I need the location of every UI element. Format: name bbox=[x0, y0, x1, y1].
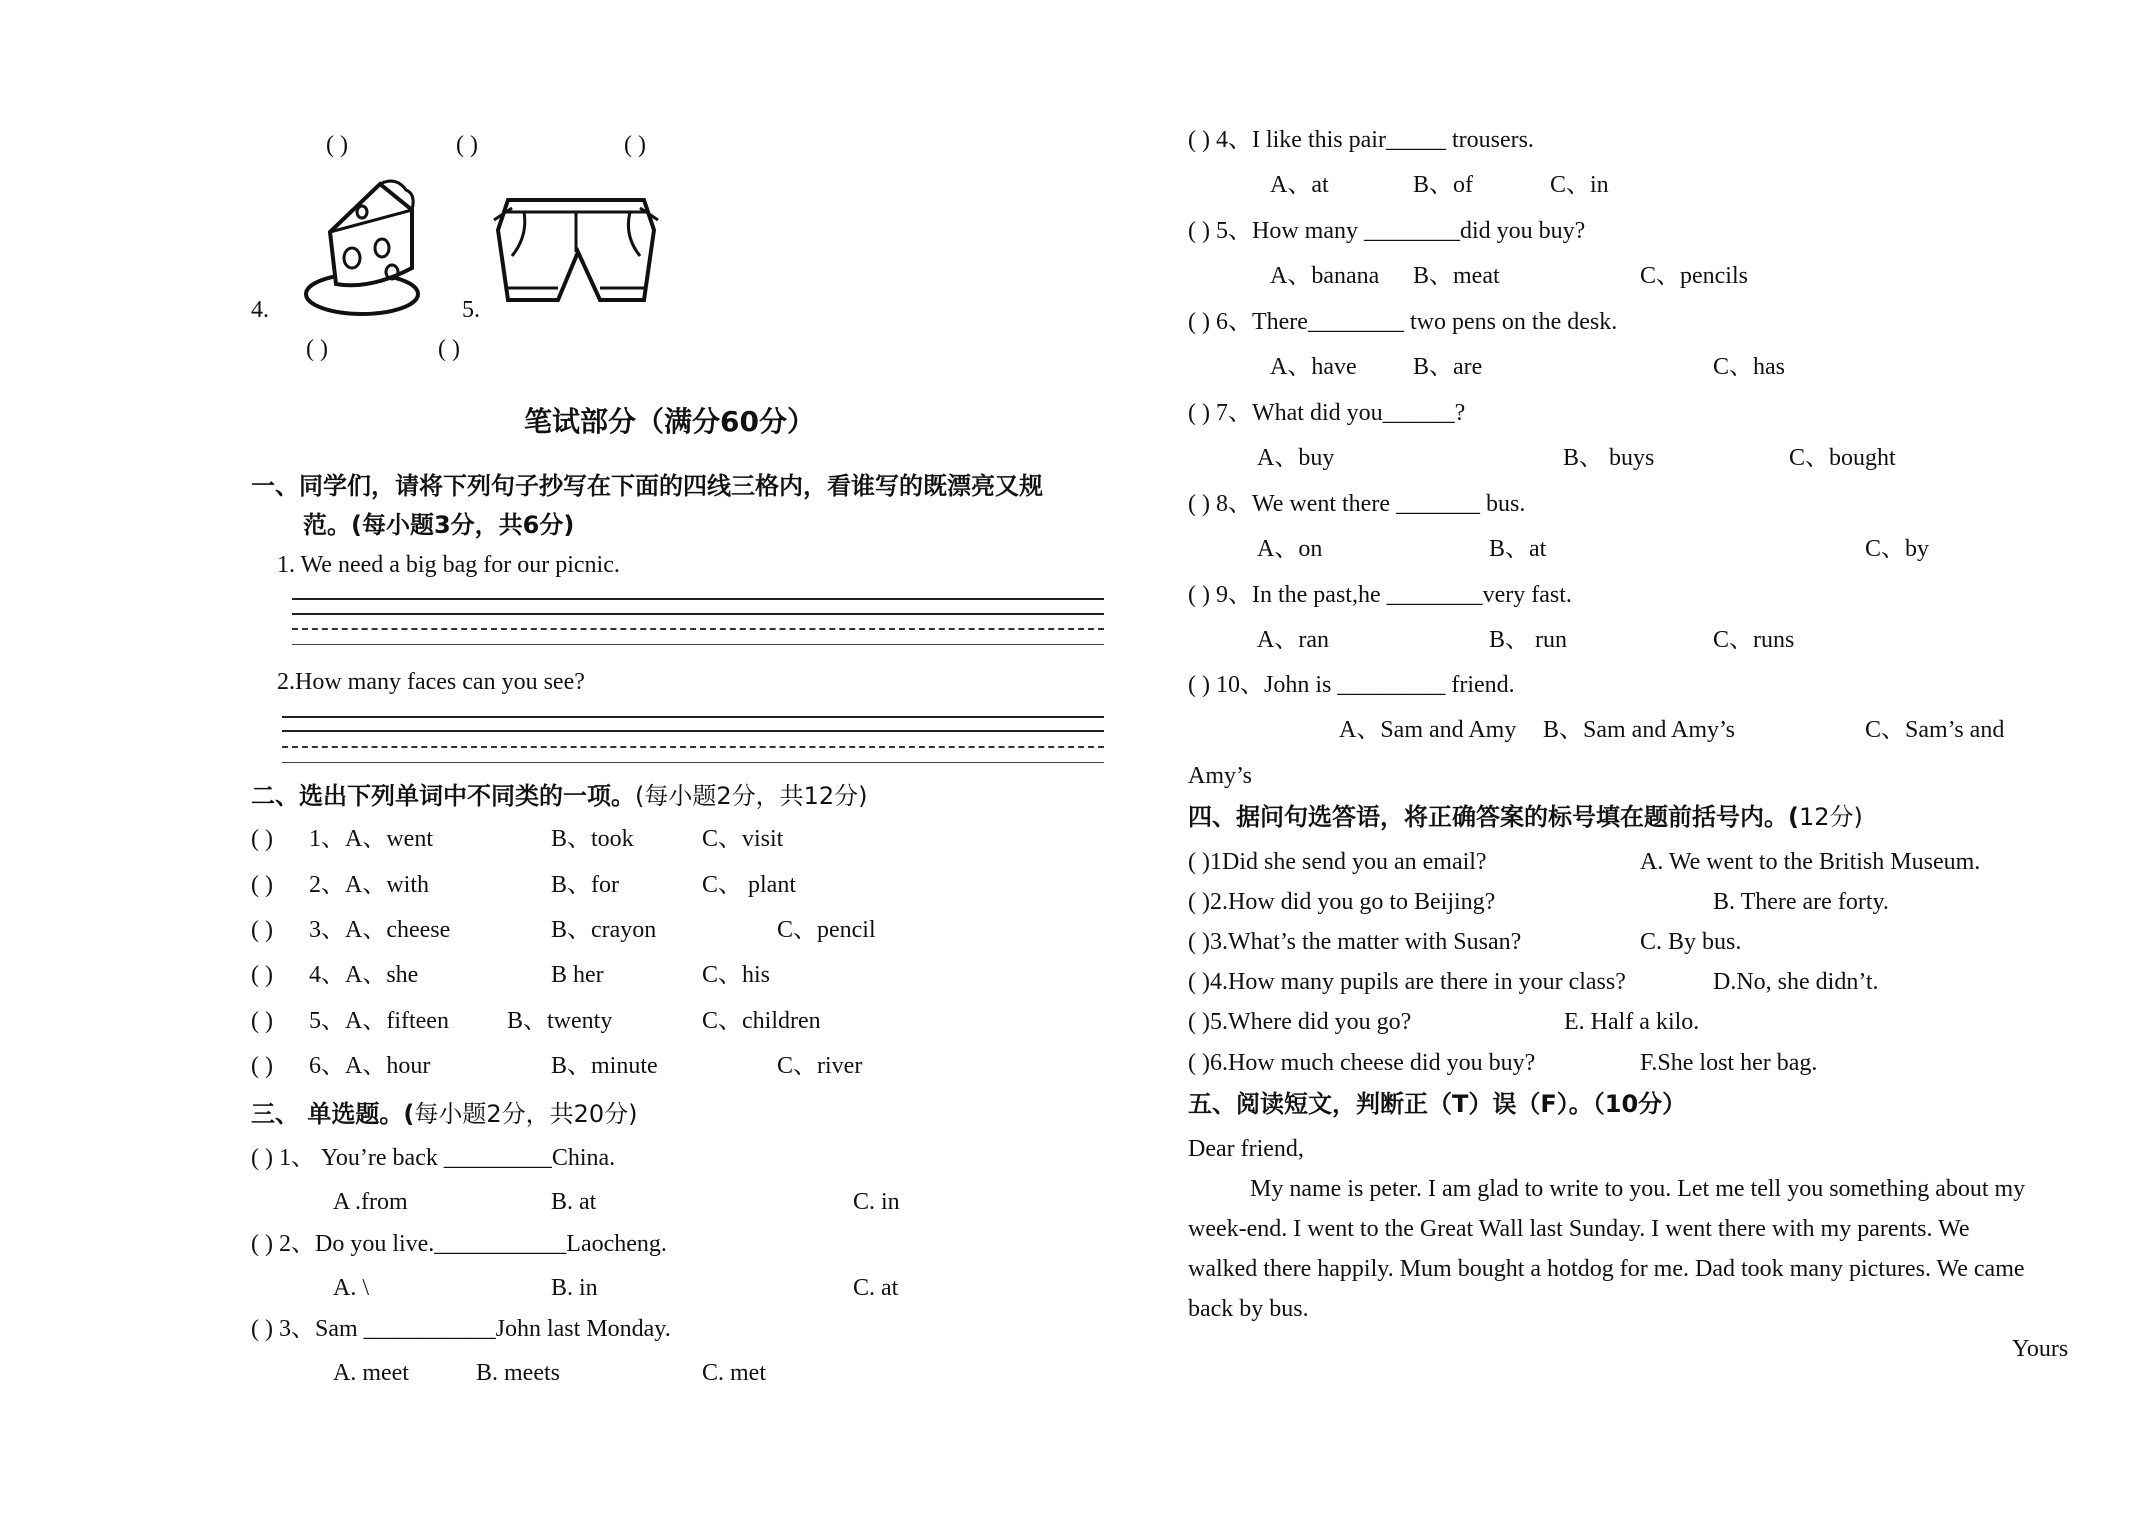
option-a: A、ran bbox=[1257, 627, 1329, 653]
option-a: A .from bbox=[333, 1189, 408, 1215]
option-c: C、pencils bbox=[1640, 263, 1748, 289]
letter-line: My name is peter. I am glad to write to you. Let me tell you something about my bbox=[1250, 1176, 2026, 1202]
option-a: A、have bbox=[1270, 354, 1357, 380]
matching-question: ( )3.What’s the matter with Susan? bbox=[1188, 929, 1522, 955]
question-text: 2、A、with bbox=[309, 872, 429, 898]
copy-sentence-2: 2.How many faces can you see? bbox=[277, 669, 585, 695]
option-c: C、 plant bbox=[702, 872, 796, 898]
letter-greeting: Dear friend, bbox=[1188, 1136, 1304, 1162]
answer-bracket[interactable]: ( ) bbox=[251, 1008, 273, 1034]
answer-bracket[interactable]: ( ) bbox=[251, 917, 273, 943]
part4-score: 12分) bbox=[1798, 803, 1863, 831]
option-b: B、of bbox=[1413, 172, 1473, 198]
option-c: C、by bbox=[1865, 536, 1930, 562]
shorts-icon bbox=[484, 190, 664, 308]
part4-heading bbox=[1188, 805, 1863, 829]
matching-answer: E. Half a kilo. bbox=[1564, 1009, 1700, 1035]
option-c: C、visit bbox=[702, 826, 784, 852]
question-text: ( ) 1、 You’re back _________China. bbox=[251, 1145, 616, 1171]
picture-number-5: 5. bbox=[462, 297, 480, 323]
part1-heading: 一、同学们，请将下列句子抄写在下面的四线三格内，看谁写的既漂亮又规 bbox=[251, 472, 1043, 500]
answer-bracket[interactable]: ( ) bbox=[306, 336, 328, 362]
part4-heading-text: 四、据问句选答语，将正确答案的标号填在题前括号内。( bbox=[1188, 803, 1799, 831]
option-b: B her bbox=[551, 962, 604, 988]
option-c: C、runs bbox=[1713, 627, 1795, 653]
letter-closing: Yours bbox=[2012, 1336, 2069, 1362]
matching-question: ( )6.How much cheese did you buy? bbox=[1188, 1050, 1536, 1076]
part2-heading bbox=[251, 784, 868, 808]
letter-line: week-end. I went to the Great Wall last Sunday. I went there with my parents. We bbox=[1188, 1216, 1970, 1242]
section-title: 笔试部分（满分60分） bbox=[524, 405, 815, 438]
option-a: A. \ bbox=[333, 1275, 369, 1301]
option-b: B、for bbox=[551, 872, 619, 898]
answer-bracket[interactable]: ( ) bbox=[326, 132, 348, 158]
option-a: A. meet bbox=[333, 1360, 409, 1386]
part1-heading-cont: 范。(每小题3分，共6分) bbox=[303, 511, 575, 539]
part3-heading bbox=[251, 1102, 638, 1126]
question-text: ( ) 3、Sam ___________John last Monday. bbox=[251, 1316, 671, 1342]
answer-bracket[interactable]: ( ) bbox=[456, 132, 478, 158]
matching-answer: F.She lost her bag. bbox=[1640, 1050, 1818, 1076]
part2-heading-text: 二、选出下列单词中不同类的一项。 bbox=[251, 782, 635, 810]
answer-bracket[interactable]: ( ) bbox=[438, 336, 460, 362]
option-c: C、pencil bbox=[777, 917, 876, 943]
answer-bracket[interactable]: ( ) bbox=[624, 132, 646, 158]
question-text: ( ) 9、In the past,he ________very fast. bbox=[1188, 582, 1572, 608]
option-b: B. at bbox=[551, 1189, 597, 1215]
option-b: B、twenty bbox=[507, 1008, 613, 1034]
part3-heading-text: 三、 单选题。( bbox=[251, 1100, 415, 1128]
option-a: A、buy bbox=[1257, 445, 1335, 471]
option-b: B、 buys bbox=[1563, 445, 1655, 471]
option-c: C、Sam’s and bbox=[1865, 717, 2005, 743]
part5-heading: 五、阅读短文，判断正（T）误（F）。（10分） bbox=[1188, 1090, 1687, 1118]
option-a: A、Sam and Amy bbox=[1339, 717, 1517, 743]
matching-answer: A. We went to the British Museum. bbox=[1640, 849, 1981, 875]
option-c: C、has bbox=[1713, 354, 1785, 380]
letter-line: walked there happily. Mum bought a hotdog for me. Dad took many pictures. We came bbox=[1188, 1256, 2025, 1282]
question-text: ( ) 8、We went there _______ bus. bbox=[1188, 491, 1526, 517]
question-10-wrap: Amy’s bbox=[1188, 763, 1253, 789]
matching-answer: D.No, she didn’t. bbox=[1713, 969, 1879, 995]
matching-answer: B. There are forty. bbox=[1713, 889, 1889, 915]
option-a: A、at bbox=[1270, 172, 1329, 198]
matching-answer: C. By bus. bbox=[1640, 929, 1742, 955]
question-text: ( ) 5、How many ________did you buy? bbox=[1188, 218, 1586, 244]
question-text: ( ) 2、Do you live.___________Laocheng. bbox=[251, 1231, 667, 1257]
option-b: B、meat bbox=[1413, 263, 1500, 289]
matching-question: ( )1Did she send you an email? bbox=[1188, 849, 1487, 875]
part2-score: (每小题2分，共12分) bbox=[635, 782, 868, 810]
option-b: B、Sam and Amy’s bbox=[1543, 717, 1736, 743]
copy-sentence-1: 1. We need a big bag for our picnic. bbox=[277, 552, 620, 578]
answer-bracket[interactable]: ( ) bbox=[251, 872, 273, 898]
option-c: C、river bbox=[777, 1053, 863, 1079]
question-text: 1、A、went bbox=[309, 826, 433, 852]
option-b: B、crayon bbox=[551, 917, 657, 943]
picture-number-4: 4. bbox=[251, 297, 269, 323]
matching-question: ( )4.How many pupils are there in your class? bbox=[1188, 969, 1626, 995]
question-text: ( ) 10、John is _________ friend. bbox=[1188, 672, 1515, 698]
question-text: 3、A、cheese bbox=[309, 917, 451, 943]
option-a: A、on bbox=[1257, 536, 1323, 562]
option-b: B、 run bbox=[1489, 627, 1567, 653]
question-text: ( ) 4、I like this pair_____ trousers. bbox=[1188, 127, 1534, 153]
writing-lines-1[interactable] bbox=[292, 598, 1104, 648]
option-c: C、in bbox=[1550, 172, 1609, 198]
cheese-icon bbox=[300, 172, 430, 320]
letter-line: back by bus. bbox=[1188, 1296, 1309, 1322]
option-b: B、took bbox=[551, 826, 634, 852]
option-b: B. meets bbox=[476, 1360, 560, 1386]
option-b: B. in bbox=[551, 1275, 598, 1301]
option-b: B、are bbox=[1413, 354, 1483, 380]
option-b: B、at bbox=[1489, 536, 1547, 562]
writing-lines-2[interactable] bbox=[282, 716, 1104, 766]
option-c: C. met bbox=[702, 1360, 766, 1386]
answer-bracket[interactable]: ( ) bbox=[251, 962, 273, 988]
option-c: C. at bbox=[853, 1275, 899, 1301]
option-c: C、bought bbox=[1789, 445, 1896, 471]
answer-bracket[interactable]: ( ) bbox=[251, 1053, 273, 1079]
option-c: C. in bbox=[853, 1189, 900, 1215]
option-c: C、his bbox=[702, 962, 771, 988]
question-text: 5、A、fifteen bbox=[309, 1008, 449, 1034]
option-a: A、banana bbox=[1270, 263, 1380, 289]
option-c: C、children bbox=[702, 1008, 821, 1034]
option-b: B、minute bbox=[551, 1053, 658, 1079]
question-text: 6、A、hour bbox=[309, 1053, 431, 1079]
answer-bracket[interactable]: ( ) bbox=[251, 826, 273, 852]
matching-question: ( )5.Where did you go? bbox=[1188, 1009, 1412, 1035]
matching-question: ( )2.How did you go to Beijing? bbox=[1188, 889, 1496, 915]
question-text: 4、A、she bbox=[309, 962, 419, 988]
question-text: ( ) 6、There________ two pens on the desk. bbox=[1188, 309, 1618, 335]
part3-score: 每小题2分，共20分) bbox=[414, 1100, 638, 1128]
question-text: ( ) 7、What did you______? bbox=[1188, 400, 1466, 426]
